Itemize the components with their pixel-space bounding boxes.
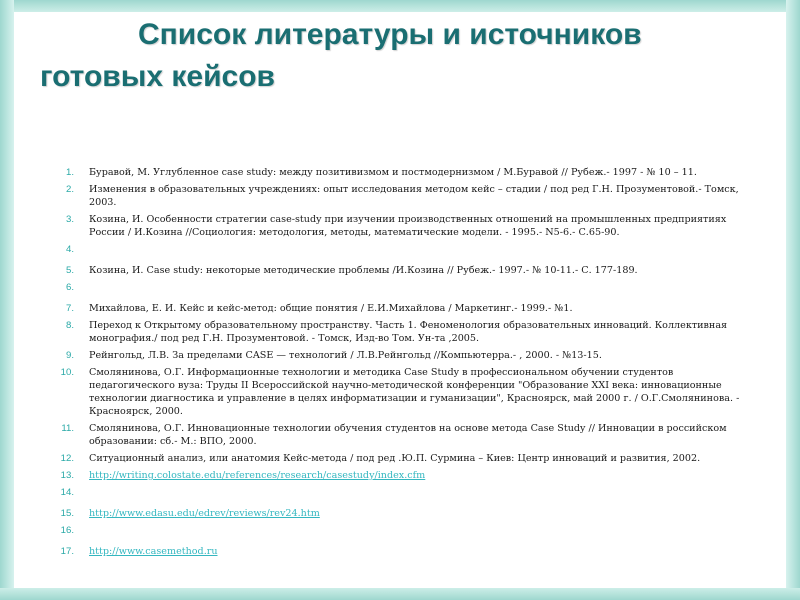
slide-title-line-2: готовых кейсов (40, 60, 275, 93)
reference-link-colostate[interactable]: http://writing.colostate.edu/references/research/casestudy/index.cfm (89, 470, 426, 481)
reference-item (40, 213, 756, 239)
reference-item (40, 264, 756, 277)
reference-item (40, 166, 756, 179)
reference-text: Михайлова, Е. И. Кейс и кейс-метод: общие понятия / Е.И.Михайлова / Маркетинг.- 1999.- №1. (89, 303, 573, 314)
reference-number: 2. (65, 184, 74, 195)
reference-number: 11. (61, 423, 74, 434)
reference-number: 7. (65, 303, 74, 314)
slide-bottom-border (0, 588, 800, 600)
reference-number: 6. (65, 282, 74, 293)
slide-top-border (0, 0, 800, 12)
reference-text: Буравой, М. Углубленное case study: между позитивизмом и постмодернизмом / М.Буравой // Рубеж.- 1997 - № 10 – 11. (89, 167, 697, 178)
reference-number: 13. (60, 470, 74, 481)
reference-number: 4. (65, 244, 74, 255)
reference-item (40, 452, 756, 465)
reference-number: 5. (65, 265, 74, 276)
reference-number: 9. (65, 350, 74, 361)
slide-left-border (0, 0, 14, 600)
reference-number: 3. (65, 214, 74, 225)
slide-title-line-1: Список литературы и источников (138, 18, 642, 51)
reference-text: Козина, И. Case study: некоторые методические проблемы /И.Козина // Рубеж.- 1997.- № 10-11.- С. 177-189. (89, 265, 638, 276)
slide-title (40, 14, 760, 98)
reference-item (40, 366, 756, 418)
reference-list (40, 166, 756, 562)
reference-number: 14. (60, 487, 74, 498)
reference-text: Рейнгольд, Л.В. За пределами CASE — технологий / Л.В.Рейнгольд //Компьютерра.- , 2000. - №13-15. (89, 350, 602, 361)
reference-text: Козина, И. Особенности стратегии case-study при изучении производственных отношений на промышленных предприятиях России / И.Козина //Социология: методология, методы, математические модели. - 1995.- N5-6.- С.65-90. (89, 214, 727, 238)
reference-number: 16. (60, 525, 74, 536)
reference-item (40, 545, 756, 558)
reference-item-empty (40, 281, 756, 298)
reference-item (40, 422, 756, 448)
reference-text: Ситуационный анализ, или анатомия Кейс-метода / под ред .Ю.П. Сурмина – Киев: Центр инноваций и развития, 2002. (89, 453, 701, 464)
reference-number: 8. (65, 320, 74, 331)
reference-text: Смолянинова, О.Г. Инновационные технологии обучения студентов на основе метода Case Study // Инновации в российском образовании: сб.- М.: ВПО, 2000. (89, 423, 727, 447)
reference-number: 1. (65, 167, 74, 178)
reference-number: 12. (60, 453, 74, 464)
reference-item (40, 349, 756, 362)
reference-item (40, 469, 756, 482)
reference-item (40, 183, 756, 209)
slide-right-border (786, 0, 800, 600)
reference-item (40, 319, 756, 345)
reference-link-casemethod[interactable]: http://www.casemethod.ru (89, 546, 218, 557)
reference-text: Переход к Открытому образовательному пространству. Часть 1. Феноменология образовательных инноваций. Коллективная монография./ под ред Г.Н. Прозументовой. - Томск, Изд-во Том. Ун-та ,2005. (89, 320, 728, 344)
reference-link-edasu[interactable]: http://www.edasu.edu/edrev/reviews/rev24.htm (89, 508, 320, 519)
reference-item (40, 302, 756, 315)
reference-item-empty (40, 524, 756, 541)
reference-text: Изменения в образовательных учреждениях: опыт исследования методом кейс – стадии / под ред Г.Н. Прозументовой.- Томск, 2003. (89, 184, 739, 208)
reference-number: 17. (60, 546, 74, 557)
reference-item-empty (40, 486, 756, 503)
reference-text: Смолянинова, О.Г. Информационные технологии и методика Case Study в профессиональном обучении студентов педагогического вуза: Труды II Всероссийской научно-методической конференции "Образование XXI века: инновационные технологии диагностика и управление в целях информатизации и гуманизации", Красноярск, май 2000 г. / О.Г.Смолянинова. - Красноярск, 2000. (89, 367, 740, 417)
reference-item (40, 507, 756, 520)
reference-number: 10. (60, 367, 74, 378)
reference-item-empty (40, 243, 756, 260)
reference-number: 15. (60, 508, 74, 519)
